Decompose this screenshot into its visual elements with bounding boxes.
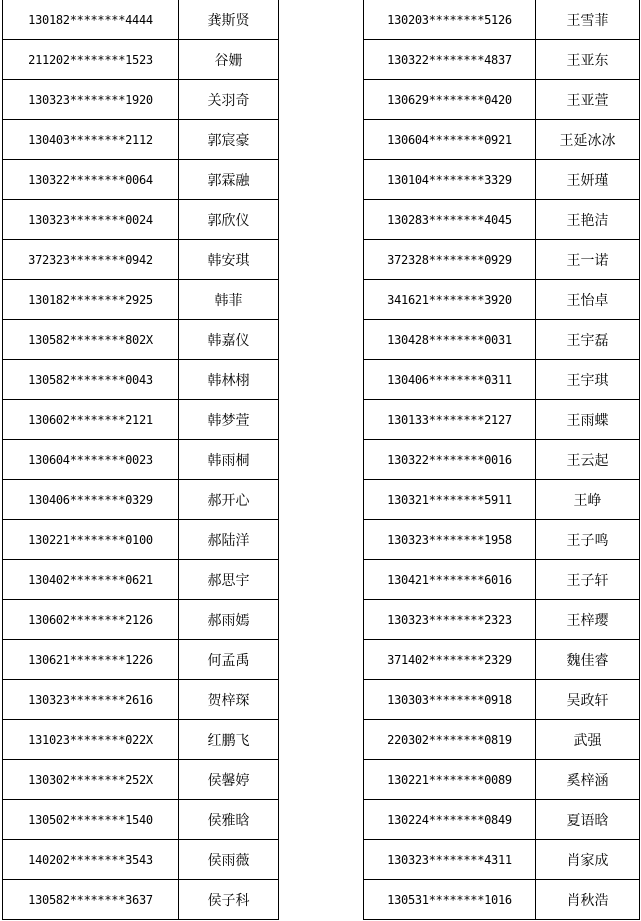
- table-row: [3, 560, 279, 600]
- id-number-cell: 130604********0023: [3, 440, 179, 480]
- id-number-cell: 372328********0929: [364, 240, 536, 280]
- id-number-cell: 130323********0024: [3, 200, 179, 240]
- id-number-cell: 130133********2127: [364, 400, 536, 440]
- id-number-cell: 140202********3543: [3, 840, 179, 880]
- table-row: [3, 480, 279, 520]
- table-row: [364, 640, 640, 680]
- table-row: [364, 280, 640, 320]
- student-name-cell: 王妍瑾: [536, 160, 640, 200]
- id-number-cell: 130421********6016: [364, 560, 536, 600]
- id-number-cell: 372323********0942: [3, 240, 179, 280]
- table-row: [3, 0, 279, 40]
- table-row: [364, 800, 640, 840]
- student-name-cell: 谷姗: [179, 40, 279, 80]
- table-row: [364, 240, 640, 280]
- student-name-cell: 奚梓涵: [536, 760, 640, 800]
- id-number-cell: 211202********1523: [3, 40, 179, 80]
- student-name-cell: 郝雨嫣: [179, 600, 279, 640]
- table-row: [3, 280, 279, 320]
- table-row: [364, 0, 640, 40]
- table-row: [364, 720, 640, 760]
- id-number-cell: 130621********1226: [3, 640, 179, 680]
- table-row: [3, 720, 279, 760]
- table-row: [3, 120, 279, 160]
- id-number-cell: 130322********0064: [3, 160, 179, 200]
- student-name-cell: 侯馨婷: [179, 760, 279, 800]
- table-row: [364, 360, 640, 400]
- student-name-cell: 郝思宇: [179, 560, 279, 600]
- right-roster-table: [363, 0, 640, 920]
- student-name-cell: 郝开心: [179, 480, 279, 520]
- table-row: [364, 440, 640, 480]
- table-row: [3, 240, 279, 280]
- id-number-cell: 130221********0100: [3, 520, 179, 560]
- id-number-cell: 130321********5911: [364, 480, 536, 520]
- id-number-cell: 130322********4837: [364, 40, 536, 80]
- id-number-cell: 130428********0031: [364, 320, 536, 360]
- student-name-cell: 韩安琪: [179, 240, 279, 280]
- id-number-cell: 130221********0089: [364, 760, 536, 800]
- table-row: [364, 760, 640, 800]
- student-name-cell: 韩嘉仪: [179, 320, 279, 360]
- student-name-cell: 王子轩: [536, 560, 640, 600]
- id-number-cell: 220302********0819: [364, 720, 536, 760]
- id-number-cell: 130582********3637: [3, 880, 179, 920]
- table-row: [3, 680, 279, 720]
- table-row: [364, 40, 640, 80]
- table-row: [3, 360, 279, 400]
- student-name-cell: 魏佳睿: [536, 640, 640, 680]
- table-row: [3, 640, 279, 680]
- id-number-cell: 130406********0329: [3, 480, 179, 520]
- student-name-cell: 何孟禹: [179, 640, 279, 680]
- table-row: [3, 760, 279, 800]
- table-row: [3, 80, 279, 120]
- table-row: [364, 840, 640, 880]
- table-row: [3, 40, 279, 80]
- student-name-cell: 王雪菲: [536, 0, 640, 40]
- student-name-cell: 郭欣仪: [179, 200, 279, 240]
- id-number-cell: 130182********2925: [3, 280, 179, 320]
- table-row: [364, 520, 640, 560]
- student-name-cell: 夏语晗: [536, 800, 640, 840]
- id-number-cell: 130403********2112: [3, 120, 179, 160]
- id-number-cell: 130224********0849: [364, 800, 536, 840]
- id-number-cell: 130302********252X: [3, 760, 179, 800]
- id-number-cell: 130322********0016: [364, 440, 536, 480]
- student-name-cell: 王云起: [536, 440, 640, 480]
- table-row: [3, 200, 279, 240]
- id-number-cell: 130402********0621: [3, 560, 179, 600]
- id-number-cell: 130602********2126: [3, 600, 179, 640]
- student-name-cell: 郭宸豪: [179, 120, 279, 160]
- student-name-cell: 肖秋浩: [536, 880, 640, 920]
- table-row: [364, 680, 640, 720]
- student-name-cell: 郭霖融: [179, 160, 279, 200]
- student-name-cell: 红鹏飞: [179, 720, 279, 760]
- id-number-cell: 130323********1958: [364, 520, 536, 560]
- id-number-cell: 130323********1920: [3, 80, 179, 120]
- student-name-cell: 王延冰冰: [536, 120, 640, 160]
- table-row: [364, 600, 640, 640]
- table-row: [3, 160, 279, 200]
- table-row: [3, 880, 279, 920]
- student-name-cell: 王亚萱: [536, 80, 640, 120]
- student-name-cell: 王宇琪: [536, 360, 640, 400]
- id-number-cell: 130582********0043: [3, 360, 179, 400]
- student-name-cell: 韩雨桐: [179, 440, 279, 480]
- student-name-cell: 关羽奇: [179, 80, 279, 120]
- table-row: [364, 560, 640, 600]
- student-name-cell: 韩梦萱: [179, 400, 279, 440]
- student-name-cell: 侯雨薇: [179, 840, 279, 880]
- left-roster-body: [3, 0, 279, 920]
- table-row: [3, 800, 279, 840]
- table-row: [364, 160, 640, 200]
- table-row: [364, 120, 640, 160]
- id-number-cell: 371402********2329: [364, 640, 536, 680]
- id-number-cell: 130283********4045: [364, 200, 536, 240]
- student-name-cell: 吴政轩: [536, 680, 640, 720]
- table-row: [3, 840, 279, 880]
- student-name-cell: 武强: [536, 720, 640, 760]
- student-name-cell: 王一诺: [536, 240, 640, 280]
- table-row: [3, 440, 279, 480]
- table-row: [3, 520, 279, 560]
- id-number-cell: 130406********0311: [364, 360, 536, 400]
- id-number-cell: 130604********0921: [364, 120, 536, 160]
- table-row: [3, 600, 279, 640]
- table-row: [3, 400, 279, 440]
- id-number-cell: 130582********802X: [3, 320, 179, 360]
- id-number-cell: 341621********3920: [364, 280, 536, 320]
- table-row: [364, 200, 640, 240]
- student-name-cell: 王宇磊: [536, 320, 640, 360]
- student-name-cell: 王雨蝶: [536, 400, 640, 440]
- right-roster-body: [364, 0, 640, 920]
- student-name-cell: 韩菲: [179, 280, 279, 320]
- id-number-cell: 130323********2323: [364, 600, 536, 640]
- table-row: [364, 320, 640, 360]
- id-number-cell: 130323********4311: [364, 840, 536, 880]
- id-number-cell: 131023********022X: [3, 720, 179, 760]
- student-name-cell: 王亚东: [536, 40, 640, 80]
- student-name-cell: 贺梓琛: [179, 680, 279, 720]
- student-name-cell: 王艳洁: [536, 200, 640, 240]
- table-row: [364, 80, 640, 120]
- id-number-cell: 130602********2121: [3, 400, 179, 440]
- student-name-cell: 肖家成: [536, 840, 640, 880]
- id-number-cell: 130502********1540: [3, 800, 179, 840]
- student-name-cell: 侯雅晗: [179, 800, 279, 840]
- table-row: [364, 480, 640, 520]
- id-number-cell: 130531********1016: [364, 880, 536, 920]
- id-number-cell: 130323********2616: [3, 680, 179, 720]
- table-row: [364, 400, 640, 440]
- left-roster-table: [2, 0, 279, 920]
- id-number-cell: 130182********4444: [3, 0, 179, 40]
- student-name-cell: 侯子科: [179, 880, 279, 920]
- student-name-cell: 王怡卓: [536, 280, 640, 320]
- table-row: [3, 320, 279, 360]
- student-name-cell: 王峥: [536, 480, 640, 520]
- student-name-cell: 王梓璎: [536, 600, 640, 640]
- student-name-cell: 郝陆洋: [179, 520, 279, 560]
- student-name-cell: 龚斯贤: [179, 0, 279, 40]
- table-row: [364, 880, 640, 920]
- student-name-cell: 韩林栩: [179, 360, 279, 400]
- student-name-cell: 王子鸣: [536, 520, 640, 560]
- id-number-cell: 130104********3329: [364, 160, 536, 200]
- id-number-cell: 130303********0918: [364, 680, 536, 720]
- id-number-cell: 130203********5126: [364, 0, 536, 40]
- id-number-cell: 130629********0420: [364, 80, 536, 120]
